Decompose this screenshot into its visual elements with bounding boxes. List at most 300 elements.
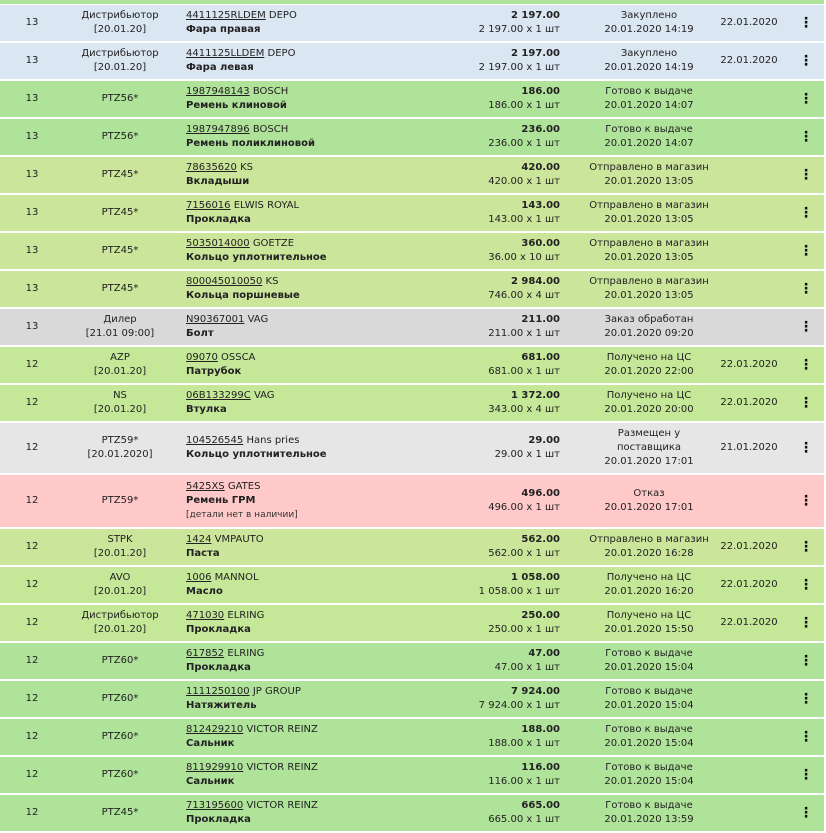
status-time: 20.01.2020 15:04: [604, 738, 694, 749]
price-cell: [430, 475, 560, 527]
supplier-name: PTZ59*: [101, 435, 139, 446]
part-name: Прокладка: [186, 214, 251, 225]
table-row: [0, 119, 824, 157]
supplier-cell: [70, 385, 170, 421]
order-number: 13: [25, 131, 39, 142]
part-brand: KS: [240, 162, 253, 173]
vertical-ellipsis-icon[interactable]: ⋮: [799, 615, 813, 631]
vertical-ellipsis-icon[interactable]: ⋮: [799, 319, 813, 335]
supplier-date: [20.01.20]: [93, 548, 147, 559]
row-number: [14, 347, 50, 383]
status-time: 20.01.2020 17:01: [604, 502, 694, 513]
status-time: 20.01.2020 13:05: [604, 252, 694, 263]
supplier-date: [20.01.20]: [93, 366, 147, 377]
part-code-link[interactable]: 06B133299C: [186, 390, 251, 401]
supplier-date: [20.01.20]: [93, 586, 147, 597]
status-text: Получено на ЦС: [606, 352, 692, 363]
row-number: [14, 5, 50, 41]
supplier-cell: [70, 309, 170, 345]
order-number: 12: [25, 655, 39, 666]
supplier-name: STPK: [107, 534, 133, 545]
status-time: 20.01.2020 14:07: [604, 138, 694, 149]
table-row: [0, 423, 824, 475]
unit-price-quantity: 143.00 х 1 шт: [488, 214, 560, 225]
unit-price-quantity: 116.00 х 1 шт: [488, 776, 560, 787]
part-code-line: [186, 199, 299, 213]
status-text: Отправлено в магазин: [589, 534, 709, 545]
part-brand: VICTOR REINZ: [246, 724, 318, 735]
status-text: Готово к выдаче: [605, 800, 693, 811]
part-brand: ELWIS ROYAL: [233, 200, 300, 211]
part-code-link[interactable]: 811929910: [186, 762, 244, 773]
order-number: 13: [25, 245, 39, 256]
table-row: [0, 681, 824, 719]
part-code-link[interactable]: 78635620: [186, 162, 237, 173]
price-cell: [430, 119, 560, 155]
vertical-ellipsis-icon[interactable]: ⋮: [799, 805, 813, 821]
status-time: 20.01.2020 15:04: [604, 700, 694, 711]
row-menu-cell: [796, 475, 816, 527]
part-brand: OSSCA: [221, 352, 256, 363]
part-cell: [186, 81, 436, 117]
total-price: 211.00: [521, 314, 560, 325]
part-cell: [186, 43, 436, 79]
row-number: [14, 271, 50, 307]
status-cell: [582, 43, 716, 79]
total-price: 360.00: [521, 238, 560, 249]
row-menu-cell: [796, 309, 816, 345]
row-number: [14, 385, 50, 421]
row-menu-cell: [796, 605, 816, 641]
order-number: 12: [25, 579, 39, 590]
part-code-line: [186, 480, 260, 494]
part-brand: Hans pries: [246, 435, 300, 446]
unit-price-quantity: 2 197.00 х 1 шт: [478, 62, 560, 73]
part-code-link[interactable]: 5425XS: [186, 481, 225, 492]
status-text: Готово к выдаче: [605, 648, 693, 659]
vertical-ellipsis-icon[interactable]: ⋮: [799, 53, 813, 69]
table-row: [0, 157, 824, 195]
total-price: 2 197.00: [510, 48, 560, 59]
row-number: [14, 529, 50, 565]
unit-price-quantity: 343.00 х 4 шт: [488, 404, 560, 415]
status-cell: [582, 643, 716, 679]
status-time: 20.01.2020 16:28: [604, 548, 694, 559]
status-text: Отказ: [633, 488, 665, 499]
table-row: [0, 475, 824, 529]
row-number: [14, 309, 50, 345]
status-text: Готово к выдаче: [605, 124, 693, 135]
vertical-ellipsis-icon[interactable]: ⋮: [799, 395, 813, 411]
unit-price-quantity: 188.00 х 1 шт: [488, 738, 560, 749]
supplier-date: [20.01.2020]: [87, 449, 153, 460]
status-cell: [582, 233, 716, 269]
supplier-name: PTZ59*: [101, 495, 139, 506]
supplier-cell: [70, 681, 170, 717]
price-cell: [430, 757, 560, 793]
supplier-name: PTZ60*: [101, 693, 139, 704]
supplier-cell: [70, 347, 170, 383]
part-name: Прокладка: [186, 814, 251, 825]
table-row: [0, 385, 824, 423]
price-cell: [430, 43, 560, 79]
status-time: 20.01.2020 15:04: [604, 662, 694, 673]
part-cell: [186, 605, 436, 641]
supplier-cell: [70, 119, 170, 155]
part-name: Сальник: [186, 776, 235, 787]
vertical-ellipsis-icon[interactable]: ⋮: [799, 167, 813, 183]
status-time: 20.01.2020 20:00: [604, 404, 694, 415]
part-brand: VMPAUTO: [214, 534, 264, 545]
status-text: Готово к выдаче: [605, 86, 693, 97]
unit-price-quantity: 186.00 х 1 шт: [488, 100, 560, 111]
order-number: 12: [25, 693, 39, 704]
part-code-link[interactable]: 1424: [186, 534, 212, 545]
row-menu-cell: [796, 719, 816, 755]
vertical-ellipsis-icon[interactable]: ⋮: [799, 357, 813, 373]
order-number: 13: [25, 55, 39, 66]
delivery-date: 22.01.2020: [720, 617, 778, 628]
status-time: 20.01.2020 15:04: [604, 776, 694, 787]
row-menu-cell: [796, 643, 816, 679]
order-number: 12: [25, 495, 39, 506]
part-brand: BOSCH: [252, 86, 289, 97]
delivery-date: 22.01.2020: [720, 359, 778, 370]
status-cell: [582, 567, 716, 603]
order-number: 13: [25, 283, 39, 294]
price-cell: [430, 643, 560, 679]
part-name: Фара левая: [186, 62, 254, 73]
part-code-link[interactable]: 4411125LLDEM: [186, 48, 265, 59]
unit-price-quantity: 420.00 х 1 шт: [488, 176, 560, 187]
part-code-line: [186, 351, 255, 365]
part-code-line: [186, 9, 297, 23]
supplier-name: Дистрибьютор: [81, 10, 159, 21]
part-brand: VICTOR REINZ: [246, 800, 318, 811]
row-menu-cell: [796, 119, 816, 155]
part-code-link[interactable]: 4411125RLDEM: [186, 10, 266, 21]
supplier-cell: [70, 81, 170, 117]
status-time: 20.01.2020 15:50: [604, 624, 694, 635]
part-cell: [186, 233, 436, 269]
supplier-date: [21.01 09:00]: [85, 328, 155, 339]
row-number: [14, 157, 50, 193]
unit-price-quantity: 7 924.00 х 1 шт: [478, 700, 560, 711]
supplier-name: PTZ60*: [101, 731, 139, 742]
row-menu-cell: [796, 195, 816, 231]
status-cell: [582, 195, 716, 231]
part-code-line: [186, 685, 301, 699]
price-cell: [430, 233, 560, 269]
part-name: Кольцо уплотнительное: [186, 449, 327, 460]
delivery-date: 22.01.2020: [720, 579, 778, 590]
total-price: 420.00: [521, 162, 560, 173]
part-code-link[interactable]: 104526545: [186, 435, 244, 446]
status-cell: [582, 475, 716, 527]
total-price: 681.00: [521, 352, 560, 363]
part-code-line: [186, 161, 253, 175]
vertical-ellipsis-icon[interactable]: ⋮: [799, 129, 813, 145]
supplier-cell: [70, 423, 170, 473]
part-cell: [186, 719, 436, 755]
part-brand: ELRING: [227, 610, 265, 621]
delivery-date: 21.01.2020: [720, 442, 778, 453]
part-code-line: [186, 313, 268, 327]
part-cell: [186, 423, 436, 473]
row-number: [14, 195, 50, 231]
part-cell: [186, 757, 436, 793]
part-code-link[interactable]: 471030: [186, 610, 225, 621]
delivery-date-cell: [716, 643, 782, 679]
delivery-date-cell: [716, 195, 782, 231]
status-text: Заказ обработан: [604, 314, 694, 325]
row-number: [14, 643, 50, 679]
row-number: [14, 233, 50, 269]
part-name: Болт: [186, 328, 214, 339]
part-name: Ремень клиновой: [186, 100, 287, 111]
vertical-ellipsis-icon[interactable]: ⋮: [799, 691, 813, 707]
order-number: 12: [25, 617, 39, 628]
part-code-link[interactable]: 7156016: [186, 200, 231, 211]
part-brand: DEPO: [267, 48, 296, 59]
row-number: [14, 795, 50, 831]
total-price: 665.00: [521, 800, 560, 811]
vertical-ellipsis-icon[interactable]: ⋮: [799, 767, 813, 783]
row-number: [14, 119, 50, 155]
order-number: 12: [25, 442, 39, 453]
row-menu-cell: [796, 271, 816, 307]
price-cell: [430, 157, 560, 193]
total-price: 7 924.00: [510, 686, 560, 697]
row-menu-cell: [796, 681, 816, 717]
table-body: [0, 5, 824, 833]
total-price: 2 197.00: [510, 10, 560, 21]
delivery-date-cell: [716, 347, 782, 383]
delivery-date-cell: [716, 81, 782, 117]
part-note: [детали нет в наличии]: [186, 510, 298, 520]
status-text: Размещен у: [617, 428, 681, 439]
price-cell: [430, 681, 560, 717]
delivery-date-cell: [716, 423, 782, 473]
price-cell: [430, 271, 560, 307]
row-number: [14, 605, 50, 641]
part-code-line: [186, 85, 288, 99]
part-code-link[interactable]: 09070: [186, 352, 218, 363]
part-code-line: [186, 123, 288, 137]
status-text: Отправлено в магазин: [589, 162, 709, 173]
part-code-link[interactable]: 617852: [186, 648, 225, 659]
delivery-date-cell: [716, 385, 782, 421]
status-time: 20.01.2020 13:05: [604, 214, 694, 225]
status-cell: [582, 719, 716, 755]
supplier-cell: [70, 795, 170, 831]
total-price: 186.00: [521, 86, 560, 97]
part-code-link[interactable]: N90367001: [186, 314, 245, 325]
total-price: 116.00: [521, 762, 560, 773]
status-cell: [582, 605, 716, 641]
supplier-date: [20.01.20]: [93, 62, 147, 73]
unit-price-quantity: 496.00 х 1 шт: [488, 502, 560, 513]
price-cell: [430, 567, 560, 603]
vertical-ellipsis-icon[interactable]: ⋮: [799, 539, 813, 555]
supplier-date: [20.01.20]: [93, 24, 147, 35]
delivery-date: 22.01.2020: [720, 397, 778, 408]
order-number: 12: [25, 359, 39, 370]
order-number: 13: [25, 321, 39, 332]
vertical-ellipsis-icon[interactable]: ⋮: [799, 729, 813, 745]
part-brand: GATES: [227, 481, 261, 492]
status-text: Готово к выдаче: [605, 686, 693, 697]
supplier-name: PTZ56*: [101, 93, 139, 104]
price-cell: [430, 5, 560, 41]
part-brand: VICTOR REINZ: [246, 762, 318, 773]
status-time: 20.01.2020 17:01: [604, 456, 694, 467]
supplier-name: PTZ45*: [101, 807, 139, 818]
row-number: [14, 423, 50, 473]
order-number: 12: [25, 397, 39, 408]
unit-price-quantity: 211.00 х 1 шт: [488, 328, 560, 339]
part-code-link[interactable]: 800045010050: [186, 276, 263, 287]
supplier-cell: [70, 757, 170, 793]
row-menu-cell: [796, 423, 816, 473]
status-text: поставщика: [616, 442, 682, 453]
part-cell: [186, 795, 436, 831]
vertical-ellipsis-icon[interactable]: ⋮: [799, 243, 813, 259]
part-code-link[interactable]: 1111250100: [186, 686, 250, 697]
status-time: 20.01.2020 13:05: [604, 290, 694, 301]
supplier-cell: [70, 719, 170, 755]
supplier-name: PTZ60*: [101, 655, 139, 666]
supplier-name: AVO: [109, 572, 131, 583]
part-code-line: [186, 47, 295, 61]
total-price: 250.00: [521, 610, 560, 621]
status-text: Готово к выдаче: [605, 762, 693, 773]
part-cell: [186, 643, 436, 679]
part-name: Кольцо уплотнительное: [186, 252, 327, 263]
supplier-name: AZP: [110, 352, 130, 363]
supplier-date: [20.01.20]: [93, 624, 147, 635]
delivery-date-cell: [716, 5, 782, 41]
vertical-ellipsis-icon[interactable]: ⋮: [799, 440, 813, 456]
part-cell: [186, 309, 436, 345]
part-code-line: [186, 723, 318, 737]
part-name: Прокладка: [186, 624, 251, 635]
part-code-link[interactable]: 1006: [186, 572, 212, 583]
part-brand: ELRING: [227, 648, 265, 659]
part-code-line: [186, 571, 259, 585]
delivery-date-cell: [716, 157, 782, 193]
price-cell: [430, 309, 560, 345]
vertical-ellipsis-icon[interactable]: ⋮: [799, 15, 813, 31]
table-row: [0, 271, 824, 309]
delivery-date-cell: [716, 605, 782, 641]
row-menu-cell: [796, 81, 816, 117]
vertical-ellipsis-icon[interactable]: ⋮: [799, 577, 813, 593]
table-row: [0, 81, 824, 119]
delivery-date-cell: [716, 795, 782, 831]
table-row: [0, 605, 824, 643]
status-time: 20.01.2020 13:59: [604, 814, 694, 825]
delivery-date: 22.01.2020: [720, 55, 778, 66]
supplier-cell: [70, 271, 170, 307]
row-menu-cell: [796, 347, 816, 383]
total-price: 1 058.00: [510, 572, 560, 583]
row-number: [14, 43, 50, 79]
part-code-link[interactable]: 1987947896: [186, 124, 250, 135]
row-menu-cell: [796, 795, 816, 831]
vertical-ellipsis-icon[interactable]: ⋮: [799, 653, 813, 669]
vertical-ellipsis-icon[interactable]: ⋮: [799, 281, 813, 297]
row-menu-cell: [796, 43, 816, 79]
part-code-link[interactable]: 5035014000: [186, 238, 250, 249]
status-time: 20.01.2020 14:19: [604, 24, 694, 35]
part-name: Ремень ГРМ: [186, 495, 256, 506]
part-code-line: [186, 275, 278, 289]
row-number: [14, 81, 50, 117]
part-code-line: [186, 799, 318, 813]
vertical-ellipsis-icon[interactable]: ⋮: [799, 91, 813, 107]
unit-price-quantity: 36.00 х 10 шт: [488, 252, 560, 263]
row-menu-cell: [796, 757, 816, 793]
table-row: [0, 757, 824, 795]
supplier-name: Дистрибьютор: [81, 610, 159, 621]
delivery-date-cell: [716, 475, 782, 527]
row-menu-cell: [796, 529, 816, 565]
order-number: 12: [25, 807, 39, 818]
row-menu-cell: [796, 5, 816, 41]
supplier-name: PTZ45*: [101, 169, 139, 180]
vertical-ellipsis-icon[interactable]: ⋮: [799, 493, 813, 509]
part-code-link[interactable]: 812429210: [186, 724, 244, 735]
part-cell: [186, 5, 436, 41]
status-text: Закуплено: [620, 10, 678, 21]
unit-price-quantity: 250.00 х 1 шт: [488, 624, 560, 635]
part-code-link[interactable]: 713195600: [186, 800, 244, 811]
status-text: Готово к выдаче: [605, 724, 693, 735]
supplier-cell: [70, 643, 170, 679]
status-time: 20.01.2020 09:20: [604, 328, 694, 339]
part-code-line: [186, 237, 294, 251]
status-cell: [582, 347, 716, 383]
order-number: 12: [25, 769, 39, 780]
part-name: Сальник: [186, 738, 235, 749]
status-text: Отправлено в магазин: [589, 238, 709, 249]
part-cell: [186, 347, 436, 383]
table-row: [0, 567, 824, 605]
part-code-link[interactable]: 1987948143: [186, 86, 250, 97]
status-text: Получено на ЦС: [606, 390, 692, 401]
unit-price-quantity: 1 058.00 х 1 шт: [478, 586, 560, 597]
status-cell: [582, 271, 716, 307]
table-row: [0, 43, 824, 81]
supplier-cell: [70, 567, 170, 603]
supplier-cell: [70, 233, 170, 269]
supplier-cell: [70, 157, 170, 193]
status-cell: [582, 681, 716, 717]
price-cell: [430, 385, 560, 421]
part-cell: [186, 157, 436, 193]
part-cell: [186, 385, 436, 421]
vertical-ellipsis-icon[interactable]: ⋮: [799, 205, 813, 221]
price-cell: [430, 347, 560, 383]
delivery-date-cell: [716, 309, 782, 345]
status-text: Получено на ЦС: [606, 572, 692, 583]
price-cell: [430, 529, 560, 565]
delivery-date-cell: [716, 233, 782, 269]
table-row: [0, 643, 824, 681]
part-cell: [186, 195, 436, 231]
price-cell: [430, 719, 560, 755]
